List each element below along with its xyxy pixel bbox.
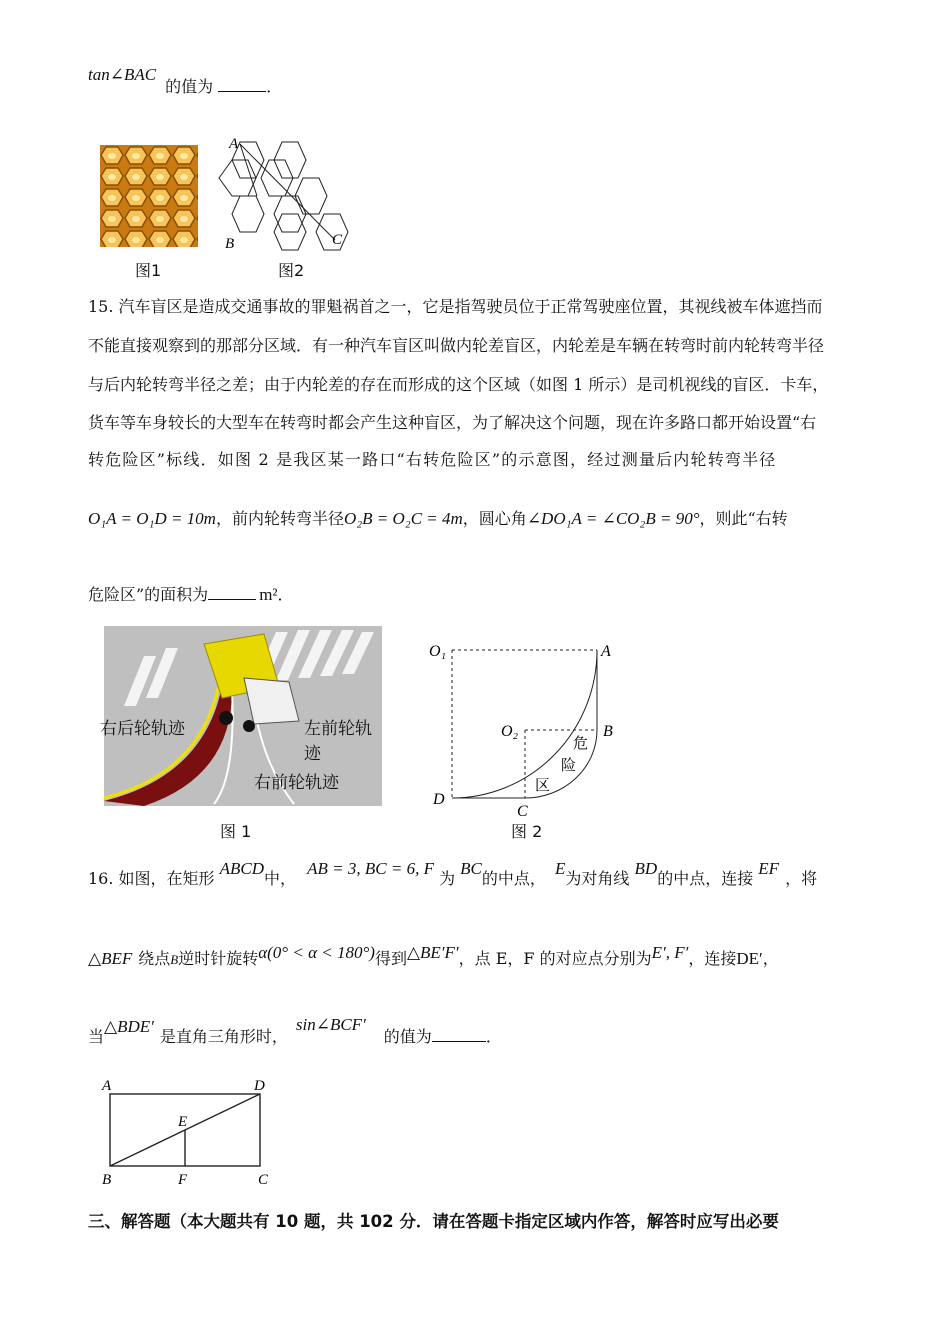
eq-central-angle: ∠DO₁A = ∠CO₂B = 90° [526,509,700,528]
q15-line-2: 不能直接观察到的那部分区域．有一种汽车盲区叫做内轮差盲区，内轮差是车辆在转弯时前内轮转弯半径 [88,336,825,355]
q15-fig2-caption: 图 2 [511,822,543,841]
honeycomb-photo [100,145,198,247]
rect-label-b: B [102,1172,112,1187]
q15-answer-line: 危险区”的面积为 m²． [88,585,294,604]
eq-front-radius: O₂B = O₂C = 4m [343,509,463,528]
q14-fig1-caption: 图1 [135,261,162,280]
hex-label-b: B [225,236,235,252]
label-left-front-wheel: 左前轮轨迹 [304,719,372,764]
diagram-label-b: B [603,723,613,740]
answer-blank[interactable] [432,1027,486,1042]
zone-char-1: 危 [573,736,589,752]
danger-zone-diagram [425,638,625,818]
q14-answer-line: tan∠BAC 的值为 ． [88,65,283,96]
q15-line-4: 货车等车身较长的大型车在转弯时都会产生这种盲区，为了解决这个问题，现在许多路口都开始设置“右 [88,413,817,432]
q16-line-2: △BEF 绕点B逆时针旋转α(0° < α < 180°)得到△BE′F′，点 E，F 的对应点分别为E′, F′，连接DE′， [88,943,779,968]
q14-fig2-caption: 图2 [278,261,305,280]
q14-suffix: 的值为 [165,77,214,96]
rect-label-a: A [102,1078,112,1094]
rectangle-diagram [98,1072,283,1187]
rect-label-e: E [178,1114,188,1130]
q16-line-3: 当△BDE′是直角三角形时，sin∠BCF′的值为 ． [88,1015,502,1046]
rect-label-c: C [258,1172,269,1187]
zone-char-3: 区 [535,778,551,794]
q16-line-1: 16. 如图，在矩形 ABCD中， AB = 3, BC = 6, F 为 BC的中点， E为对角线 BD的中点，连接 EF，将 [88,859,818,888]
hexagon-diagram [215,130,365,255]
label-rear-wheel: 右后轮轨迹 [100,719,185,739]
answer-blank[interactable] [218,77,266,92]
rect-label-d: D [254,1078,265,1094]
eq-rear-radius: O₁A = O₁D = 10m [88,509,216,528]
answer-blank[interactable] [208,585,256,600]
q15-line-3: 与后内轮转弯半径之差；由于内轮差的存在而形成的这个区域（如图 1 所示）是司机视线的盲区．卡车， [88,375,829,394]
rect-label-f: F [178,1172,188,1187]
truck-turn-photo [100,626,382,806]
label-right-front-wheel: 右前轮轨迹 [254,773,339,793]
diagram-label-d: D [433,791,445,808]
diagram-label-a: A [601,643,611,660]
diagram-label-o2: O₂ [501,723,519,740]
zone-char-2: 险 [561,758,577,774]
tan-expression: tan∠BAC [88,65,157,84]
hex-label-c: C [332,232,343,248]
q15-line-1: 15. 汽车盲区是造成交通事故的罪魁祸首之一，它是指驾驶员位于正常驾驶座位置，其视线被车体遮挡而 [88,297,823,316]
q15-line-6: O₁A = O₁D = 10m，前内轮转弯半径O₂B = O₂C = 4m，圆心角∠DO₁A = ∠CO₂B = 90°，则此“右转 [88,509,788,528]
diagram-label-o1: O₁ [429,643,447,660]
q15-line-5: 转危险区”标线．如图 2 是我区某一路口“右转危险区”的示意图，经过测量后内轮转弯半径 [88,450,777,469]
diagram-label-c: C [517,803,528,818]
q15-fig1-caption: 图 1 [220,822,252,841]
section-3-heading: 三、解答题（本大题共有 10 题，共 102 分．请在答题卡指定区域内作答，解答时应写出必要 [88,1212,779,1231]
hex-label-a: A [229,136,239,152]
